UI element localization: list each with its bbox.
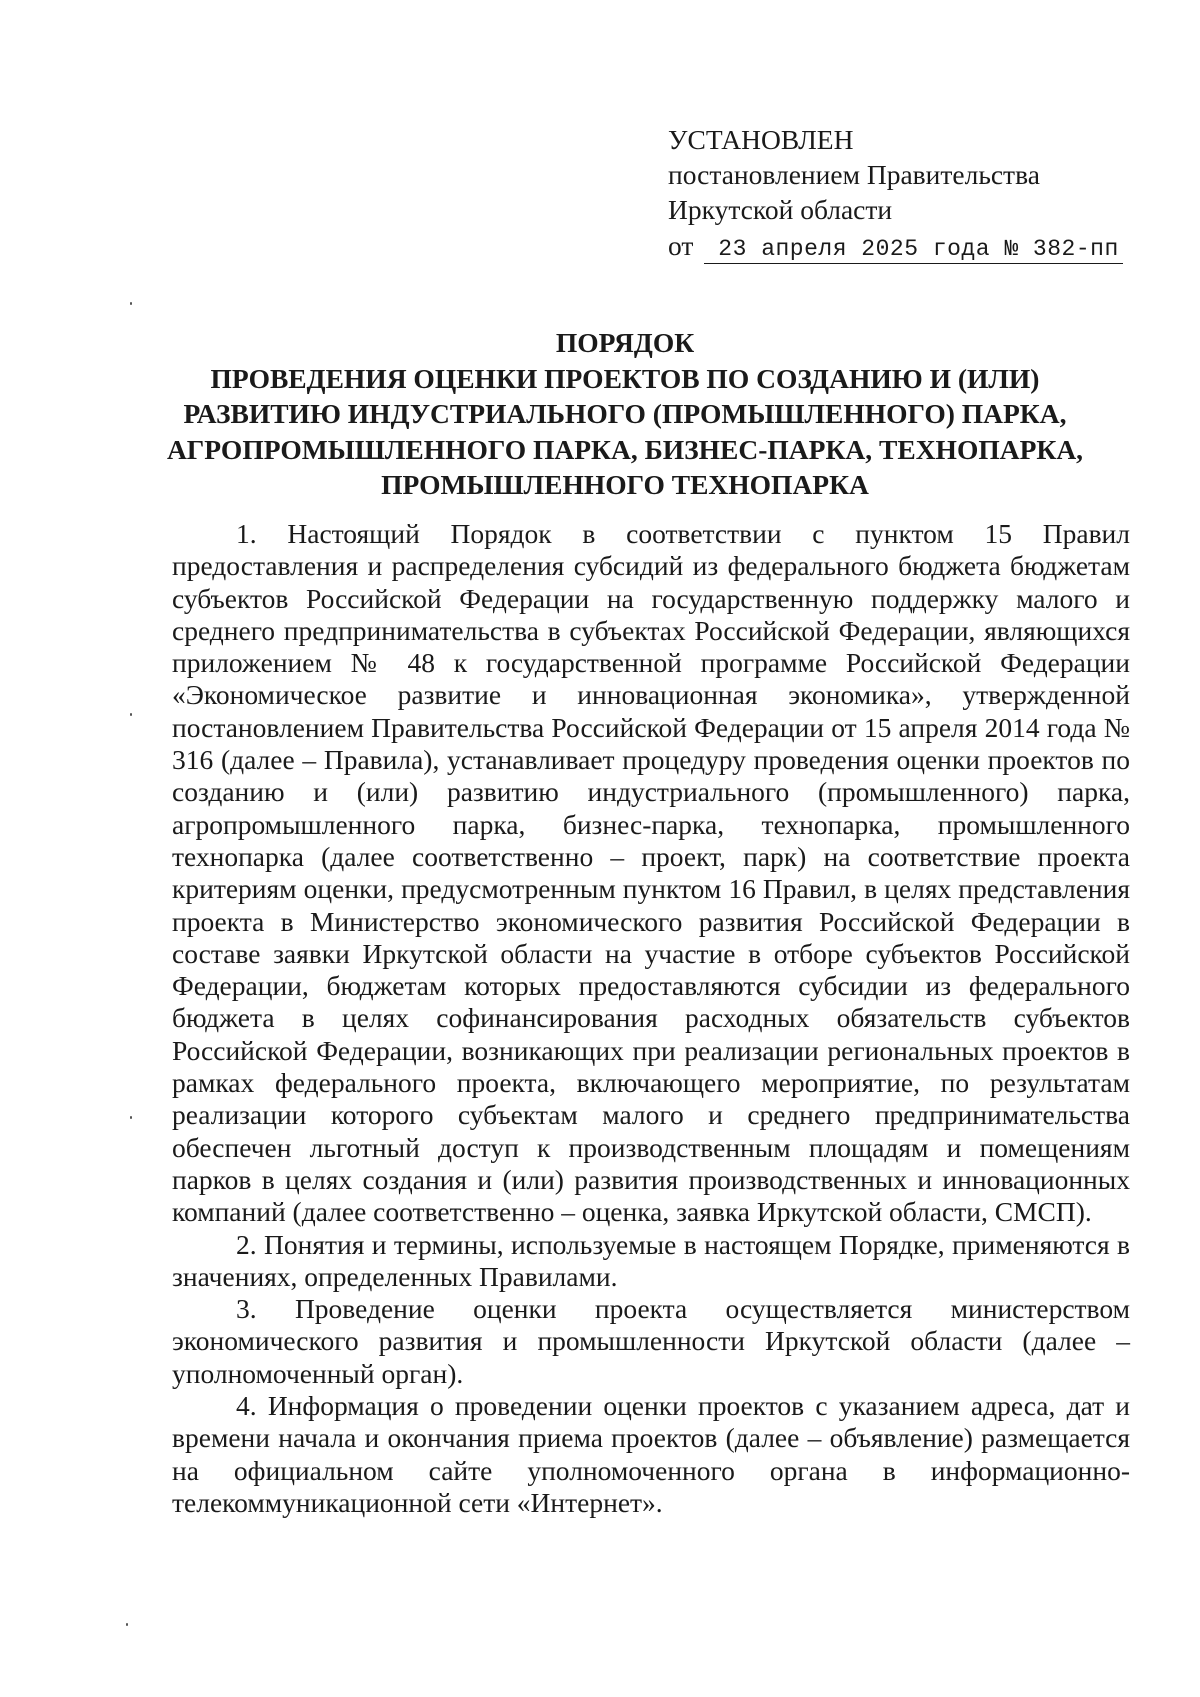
approval-block	[668, 122, 1138, 264]
approval-status: УСТАНОВЛЕН	[668, 124, 854, 155]
title-line: ПРОМЫШЛЕННОГО ТЕХНОПАРКА	[381, 469, 869, 500]
scan-speck	[126, 1623, 128, 1626]
paragraph-2: 2. Понятия и термины, используемые в настоящем Порядке, применяются в значениях, определенных Правилами.	[172, 1228, 1130, 1292]
title-line: АГРОПРОМЫШЛЕННОГО ПАРКА, БИЗНЕС-ПАРКА, ТЕХНОПАРКА,	[166, 433, 1084, 465]
paragraph-1: 1. Настоящий Порядок в соответствии с пунктом 15 Правил предоставления и распределения субсидий из федерального бюджета бюджетам субъектов Российской Федерации на государственную поддержку малого и среднего предпринимательства в субъектах Российской Федерации, являющихся приложением № 48 к государственной программе Российской Федерации «Экономическое развитие и инновационная экономика», утвержденной постановлением Правительства Российской Федерации от 15 апреля 2014 года № 316 (далее – Правила), устанавливает процедуру проведения оценки проектов по созданию и (или) развитию индустриального (промышленного) парка, агропромышленного парка, бизнес-парка, технопарка, промышленного технопарка (далее соответственно – проект, парк) на соответствие проекта критериям оценки, предусмотренным пунктом 16 Правил, в целях представления проекта в Министерство экономического развития Российской Федерации в составе заявки Иркутской области на участие в отборе субъектов Российской Федерации, бюджетам которых предоставляются субсидии из федерального бюджета в целях софинансирования расходных обязательств субъектов Российской Федерации, возникающих при реализации региональных проектов в рамках федерального проекта, включающего мероприятие, по результатам реализации которого субъектам малого и среднего предпринимательства обеспечен льготный доступ к производственным площадям и помещениям парков в целях создания и (или) развития производственных и инновационных компаний (далее соответственно – оценка, заявка Иркутской области, СМСП).	[172, 518, 1130, 1228]
paragraph-3: 3. Проведение оценки проекта осуществляется министерством экономического развития и промышленности Иркутской области (далее – уполномоченный орган).	[172, 1293, 1130, 1389]
title-line: ПОРЯДОК	[555, 327, 695, 358]
scan-speck	[130, 1116, 132, 1119]
scan-speck	[130, 713, 132, 716]
approval-from-label: от	[668, 230, 694, 261]
approval-region: Иркутской области	[668, 194, 893, 225]
approval-authority: постановлением Правительства	[668, 159, 1040, 190]
title-line: ПРОВЕДЕНИЯ ОЦЕНКИ ПРОЕКТОВ ПО СОЗДАНИЮ И (ИЛИ)	[210, 362, 1040, 394]
approval-date-number: 23 апреля 2025 года № 382-пп	[704, 235, 1122, 264]
document-body	[172, 518, 1130, 1519]
title-line: РАЗВИТИЮ ИНДУСТРИАЛЬНОГО (ПРОМЫШЛЕННОГО) ПАРКА,	[183, 398, 1067, 429]
scan-speck	[130, 302, 132, 305]
approval-date-line	[668, 228, 1138, 264]
document-title	[150, 325, 1100, 503]
paragraph-4: 4. Информация о проведении оценки проектов с указанием адреса, дат и времени начала и окончания приема проектов (далее – объявление) размещается на официальном сайте уполномоченного органа в информационно-телекоммуникационной сети «Интернет».	[172, 1390, 1130, 1518]
